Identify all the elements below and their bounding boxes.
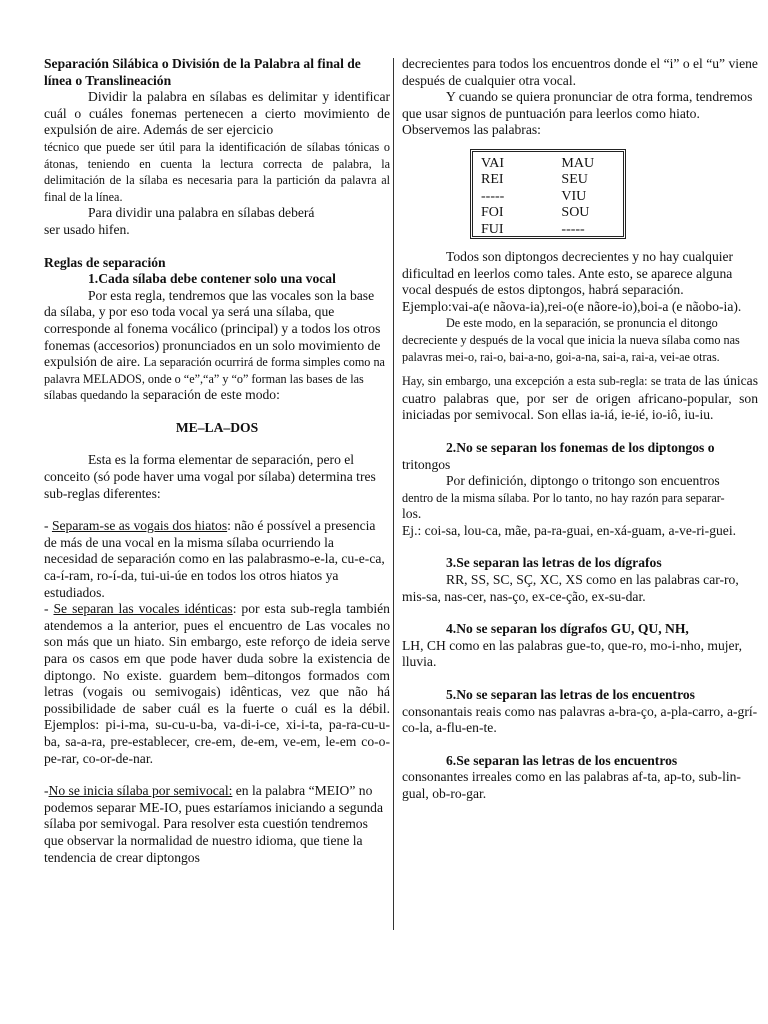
diphthong-cell: FOI [481, 205, 504, 221]
document-title: Separación Silábica o División de la Palabra al final de línea o Translineación [44, 56, 361, 88]
diphthong-intro: decrecientes para todos los encuentros donde el “i” o el “u” viene después de cualquier otra vocal. [402, 56, 758, 88]
diphthong-row [481, 222, 615, 238]
exception-paragraph [402, 373, 758, 424]
rule-5-heading: 5.No se separan las letras de los encuentros [446, 687, 695, 703]
rule-2-text: Por definición, diptongo o tritongo son encuentros [446, 473, 720, 489]
rule-3-text: RR, SS, SC, SÇ, XC, XS como en las palabras car-ro, mis-sa, nas-cer, nas-ço, ex-ce-ção, ex-su-dar. [402, 572, 739, 604]
sub-rule-hiatos: - Separam-se as vogais dos hiatos: não é possível a presencia de más de una vocal en la misma sílaba ocurriendo la necesidad de separación como en las palabrasmo-e-la, cu-e-ca, ca-í-ram, ro-í-da, tui-ui-úe en todos los otros hiatos ya estudiados. [44, 518, 385, 600]
diphthong-cell: VIU [561, 188, 587, 204]
rule-4-text: LH, CH como en las palabras gue-to, que-ro, mo-i-nho, mujer, lluvia. [402, 637, 742, 670]
sub-rule-identical-text: : por esta sub-regla también atendemos a la anterior, pues el encuentro de Las vocales no son más que un hiato. Sin embargo, este reforço de ideia serve para os casos em que pode haver duda sobre la existencia de diptongo. No existe. guardem bem–ditongos formados com letras (vogais ou semivogais) idênticas, vez que não há possibilidade de saber cuál es la fuerte o cuál es la débil. Ejemplos: pi-i-ma, su-cu-u-ba, va-di-i-ce, xi-i-ta, pa-ra-cu-u-ba, sa-a-ra, pre-establecer, cre-em, de-em, ve-em, le-em co-o-pe-rar, co-or-de-nar. [44, 601, 390, 766]
sub-rule-hiatos-text: : não é possível a presencia de más de una vocal en la misma sílaba ocurriendo la necesidad de separación como en las palabrasmo-e-la, cu-e-ca, ca-í-ram, ro-í-da, tui-ui-úe en todos los otros hiatos ya estudiados. [44, 518, 385, 600]
rule-1-followup: Esta es la forma elementar de separación, pero el conceito (só pode haver uma vogal por sílaba) determina tres sub-reglas diferentes: [44, 452, 376, 501]
diphthong-cell: FUI [481, 221, 504, 237]
exception-text-b: las únicas cuatro palabras que, por ser de origen africano-popular, son iniciadas por semivocal. Son ellas ia-iá, ie-ié, io-iô, iu-iu. [402, 373, 758, 423]
diphthong-cell: ----- [481, 188, 505, 204]
intro-hyphen-line-end: ser usado hifen. [44, 221, 130, 237]
rule-1-text-d: separación de este modo: [142, 387, 280, 403]
example-word: ME–LA–DOS [175, 419, 259, 435]
diphthong-pronunciation-note: De este modo, en la separación, se pronuncia el ditongo decreciente y después de la vocal que inicia la nueva sílaba como nas palavras mei-o, rai-o, bai-a-no, goi-a-na, sai-a, rai-a, vei-ae otras. [402, 316, 740, 364]
rule-1-paragraph [44, 288, 390, 404]
diphthong-cell: VAI [481, 155, 505, 171]
rule-2-heading: 2.No se separan los fonemas de los diptongos o [446, 439, 715, 455]
rules-heading: Reglas de separación [44, 254, 166, 270]
sub-rule-identical: - Se separan las vocales idénticas: por esta sub-regla también atendemos a la anterior, pues el encuentro de Las vocales no son más que un hiato. Sin embargo, este reforço de ideia serve para os casos em que pode haver duda sobre la existencia de diptongo. No existe. guardem bem–ditongos formados com letras (vogais ou semivogais) idênticas, vez que não há possibilidade de saber cuál es la fuerte o cuál es la débil. Ejemplos: pi-i-ma, su-cu-u-ba, va-di-i-ce, xi-i-ta, pa-ra-cu-u-ba, sa-a-ra, pre-establecer, cre-em, de-em, ve-em, le-em co-o-pe-rar, co-or-de-nar. [44, 601, 390, 766]
sub-rule-identical-label: Se separan las vocales idénticas [53, 601, 233, 617]
diphthong-row [481, 172, 615, 188]
diphthong-example: Ejemplo:vai-a(e nãova-ia),rei-o(e nãore-io),boi-a (e nãobo-ia). [402, 298, 742, 314]
sub-rule-semivocal: -No se inicia sílaba por semivocal: en la palabra “MEIO” no podemos separar ME-IO, pues estaríamos iniciando a segunda sílaba por semivogal. Para resolver esta cuestión tendremos que observar la normalidad de nuestro idioma, que tiene la tendencia de crear diptongos [44, 783, 383, 865]
rule-1-text-b: otros fonemas (accesorios) pronunciados en un solo movimiento de expulsión de aire. [44, 320, 381, 370]
sub-rule-hiatos-label: Separam-se as vogais dos hiatos [51, 518, 228, 534]
diphthong-cell: SOU [561, 205, 590, 221]
rule-6-text: consonantes irreales como en las palabras af-ta, ap-to, sub-lin-gual, ob-ro-gar. [402, 769, 741, 801]
left-column [44, 56, 390, 866]
rule-6-heading: 6.Se separan las letras de los encuentros [446, 752, 678, 768]
diphthong-cell: SEU [561, 172, 588, 188]
rule-2-heading-end: tritongos [402, 456, 451, 472]
intro-paragraph: Dividir la palabra en sílabas es delimitar y identificar cuál o cuáles fonemas pertenecen a cierto movimiento de expulsión de aire. Además de ser ejercicio [44, 89, 390, 138]
rule-1-text-c: La separación ocurrirá de forma simples como na palavra MELADOS, onde o “e”,“a” y “o” forman las bases de las sílabas quedando la [44, 355, 385, 403]
exception-text-a: Hay, sin embargo, una excepción a esta sub-regla: se trata de [402, 374, 701, 389]
rule-5-text: consonantais reais como nas palavras a-bra-ço, a-pla-carro, a-grí-co-la, a-flu-en-te. [402, 703, 758, 736]
sub-rule-semivocal-label: No se inicia sílaba por semivocal: [48, 783, 233, 799]
column-divider [393, 58, 394, 930]
rule-2-text-small: dentro de la misma sílaba. Por lo tanto, no hay razón para separar- [402, 490, 725, 505]
intro-paragraph-small: técnico que puede ser útil para la identificación de sílabas tónicas o átonas, teniendo en cuenta la lectura correcta de palabra, la delimitación de la sílaba es necesaria para la partición da palavra al final de la línea. [44, 139, 390, 204]
rule-2-example: Ej.: coi-sa, lou-ca, mãe, pa-ra-guai, en-xá-guam, a-ve-ri-guei. [402, 522, 737, 538]
intro-hyphen-line: Para dividir una palabra en sílabas deberá [88, 205, 315, 221]
sub-rule-semivocal-text: en la palabra “MEIO” no podemos separar ME-IO, pues estaríamos iniciando a segunda sílaba por semivogal. Para resolver esta cuestión tendremos que observar la normalidad de nuestro idioma, que tiene la tendencia de crear diptongos [44, 783, 383, 865]
diphthong-cell: ----- [561, 221, 585, 237]
rule-3-heading: 3.Se separan las letras de los dígrafos [446, 555, 662, 571]
diphthong-row [481, 156, 615, 172]
diphthong-separation-note: Todos son diptongos decrecientes y no hay cualquier dificultad en leerlos como tales. Ante esto, se aparece alguna vocal después de estos diptongos, habrá separación. [402, 248, 734, 298]
diphthong-row [481, 189, 615, 205]
diphthong-hiato-note: Y cuando se quiera pronunciar de otra forma, tendremos que usar signos de puntuación para leerlos como hiato. Observemos las palabras: [402, 89, 753, 138]
rule-1-heading: 1.Cada sílaba debe contener solo una vocal [88, 271, 336, 287]
diphthong-cell: REI [481, 172, 504, 188]
rule-4-heading: 4.No se separan los dígrafos GU, QU, NH, [446, 621, 689, 637]
rule-2-text-end: los. [402, 506, 422, 522]
diphthong-row [481, 205, 615, 221]
diphthong-box [470, 149, 626, 239]
diphthong-cell: MAU [561, 155, 595, 171]
rule-1-text-a: Por esta regla, tendremos que las vocales son la base da sílaba, y por eso toda vocal ya será una sílaba, que corresponde al fonema vocálico (principal) y a todos los [44, 287, 375, 336]
right-column [402, 56, 758, 803]
